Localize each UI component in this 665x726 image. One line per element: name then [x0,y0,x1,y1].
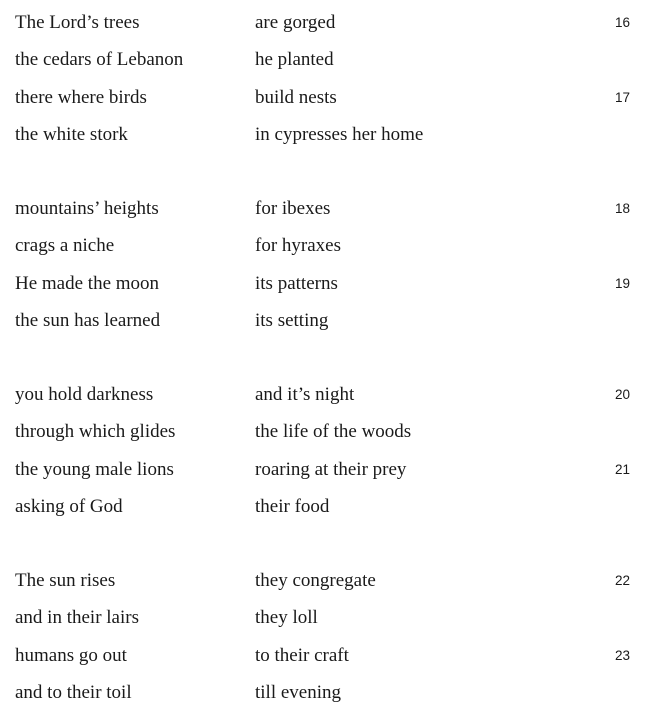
poem-line [0,87,665,124]
verse-number: 17 [614,89,630,105]
line-first-half: the young male lions [15,458,174,480]
line-first-half: and to their toil [15,681,132,703]
poem-line [0,49,665,86]
verse-number: 23 [614,647,630,663]
poem-line [0,496,665,533]
stanza-4 [0,570,665,719]
poem-line [0,310,665,347]
verse-number: 16 [614,15,630,30]
stanza-2 [0,198,665,347]
line-first-half: asking of God [15,495,123,517]
verse-number: 19 [614,275,630,291]
poem-line [0,273,665,310]
line-second-half: till evening [255,681,342,703]
line-second-half: for hyraxes [255,235,341,257]
poem-line [0,384,665,421]
line-second-half: its setting [255,309,329,331]
line-first-half: the white stork [15,123,128,145]
line-first-half: The sun rises [15,570,116,591]
line-second-half: its patterns [255,272,338,294]
line-second-half: in cypresses her home [255,123,424,145]
line-second-half: they congregate [255,570,376,591]
line-second-half: he planted [255,49,334,71]
line-second-half: roaring at their prey [255,458,407,480]
line-first-half: through which glides [15,421,176,443]
line-first-half: the sun has learned [15,309,161,331]
poem-line [0,235,665,272]
poem-line [0,421,665,458]
poem-line [0,682,665,719]
line-first-half: the cedars of Lebanon [15,49,184,71]
poem-line [0,124,665,161]
line-second-half: are gorged [255,12,336,33]
verse-number: 20 [614,387,630,402]
line-first-half: He made the moon [15,272,160,294]
line-second-half: to their craft [255,644,349,666]
line-second-half: build nests [255,86,337,108]
verse-number: 18 [614,201,630,216]
line-first-half: you hold darkness [15,384,154,405]
poem-line [0,459,665,496]
line-first-half: crags a niche [15,235,115,257]
line-first-half: there where birds [15,86,147,108]
verse-number: 22 [614,573,630,588]
poem-line [0,12,665,49]
poem-line [0,198,665,235]
stanza-3 [0,384,665,533]
line-second-half: the life of the woods [255,421,412,443]
line-first-half: humans go out [15,644,127,666]
poem-line [0,570,665,607]
poem-line [0,607,665,644]
line-second-half: and it’s night [255,384,355,405]
line-first-half: The Lord’s trees [15,12,140,33]
stanza-1 [0,12,665,161]
line-first-half: mountains’ heights [15,198,159,219]
line-second-half: for ibexes [255,198,331,219]
poem-line [0,645,665,682]
line-first-half: and in their lairs [15,607,139,629]
line-second-half: they loll [255,607,318,629]
verse-number: 21 [614,461,630,477]
line-second-half: their food [255,495,330,517]
